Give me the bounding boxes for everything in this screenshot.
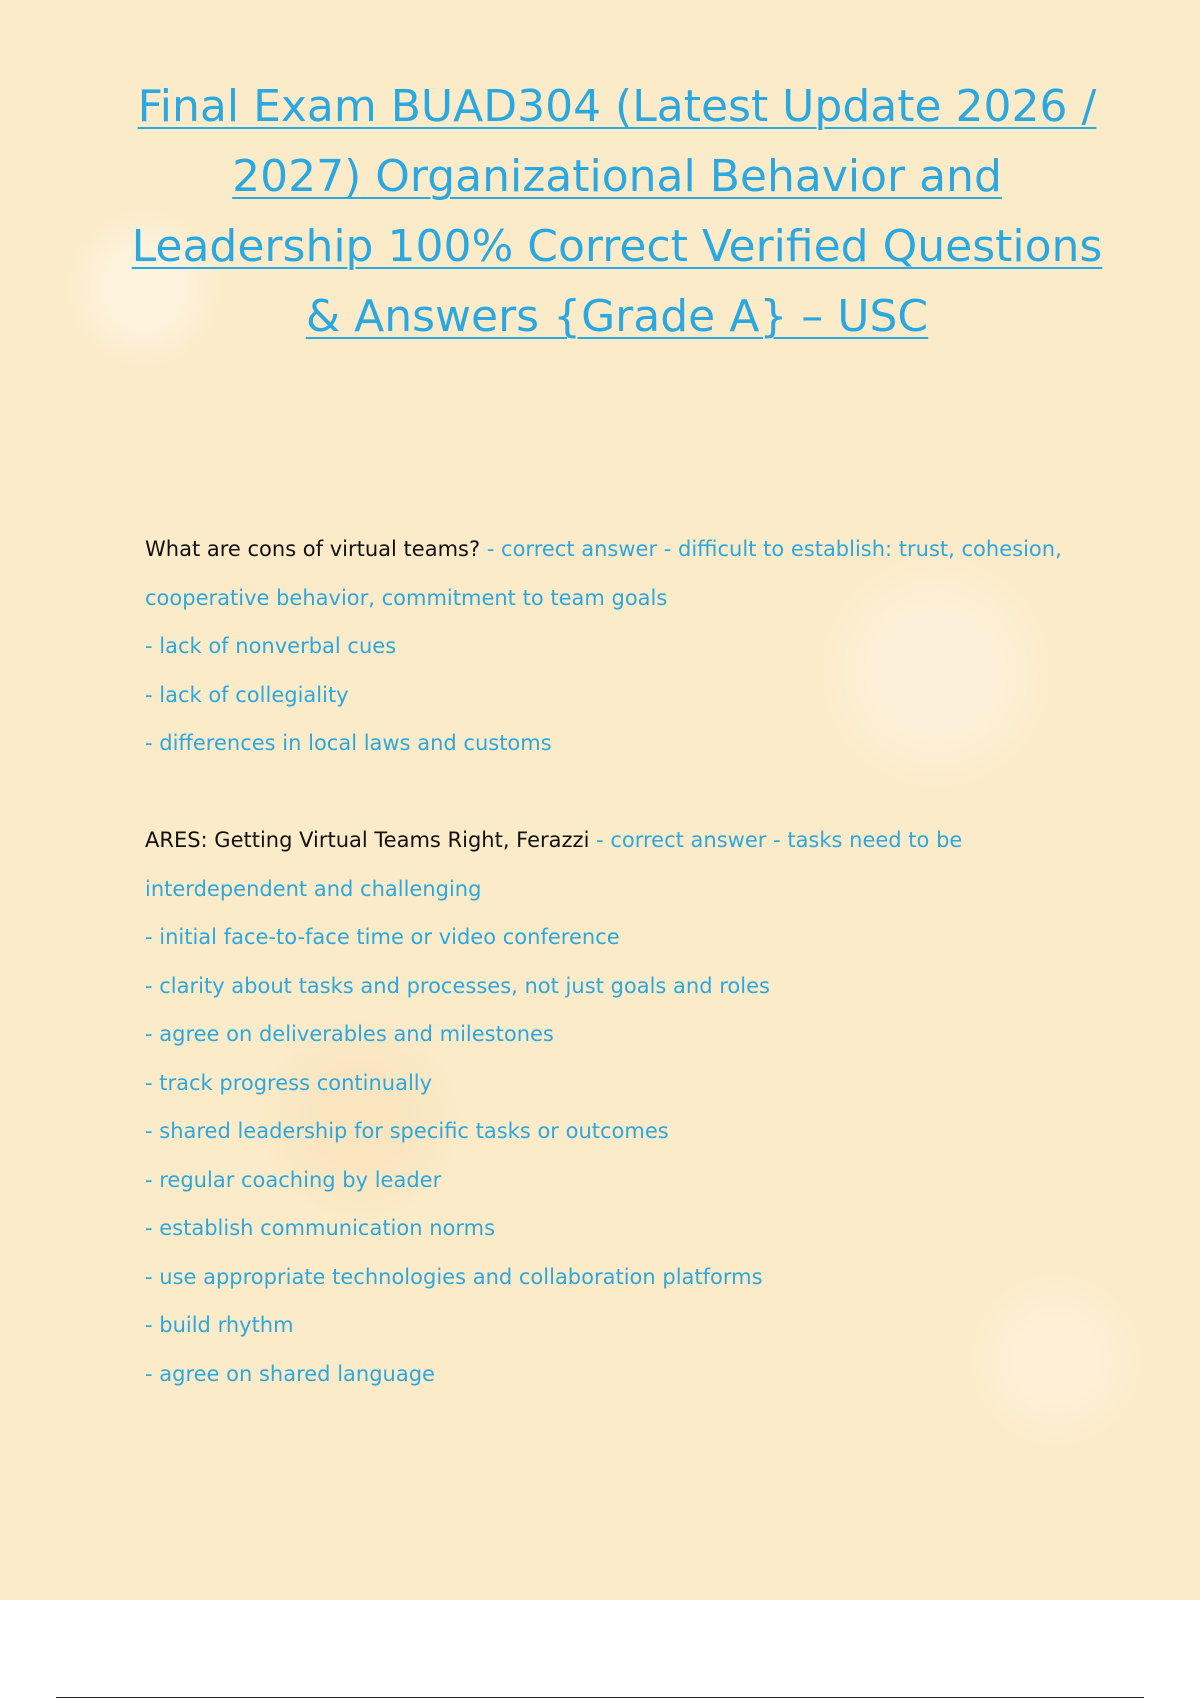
qa-body (145, 525, 1075, 1447)
answer-line: - use appropriate technologies and collaboration platforms (145, 1264, 763, 1289)
answer-line: - agree on deliverables and milestones (145, 1022, 554, 1046)
footer-divider (56, 1697, 1144, 1698)
document-title[interactable]: Final Exam BUAD304 (Latest Update 2026 / 2027) Organizational Behavior and Leadership 100% Correct Verified Questions & Answers {Grade A} – USC (131, 81, 1103, 342)
answer-line: - regular coaching by leader (145, 1167, 442, 1192)
answer-line: - lack of collegiality (145, 682, 349, 707)
answer-line: - shared leadership for specific tasks or outcomes (145, 1119, 669, 1143)
question-text: ARES: Getting Virtual Teams Right, Ferazzi (145, 828, 590, 852)
answer-text: - correct answer - difficult to establish: trust, cohesion, cooperative behavior, commitment to team goals (145, 537, 1062, 610)
qa-first-paragraph (145, 816, 1075, 913)
answer-line: - differences in local laws and customs (145, 731, 552, 755)
answer-line: - lack of nonverbal cues (145, 634, 397, 658)
qa-first-paragraph (145, 525, 1075, 622)
qa-item-virtual-team-cons (145, 525, 1075, 768)
answer-line: - agree on shared language (145, 1361, 435, 1386)
answer-text: - correct answer - tasks need to be interdependent and challenging (145, 828, 963, 901)
question-text: What are cons of virtual teams? (145, 537, 481, 561)
answer-line: - build rhythm (145, 1313, 294, 1337)
answer-line: - track progress continually (145, 1070, 433, 1095)
answer-line: - initial face-to-face time or video conference (145, 925, 620, 949)
answer-line: - clarity about tasks and processes, not just goals and roles (145, 973, 770, 998)
qa-item-ares-virtual-teams (145, 816, 1075, 1398)
answer-line: - establish communication norms (145, 1216, 496, 1240)
